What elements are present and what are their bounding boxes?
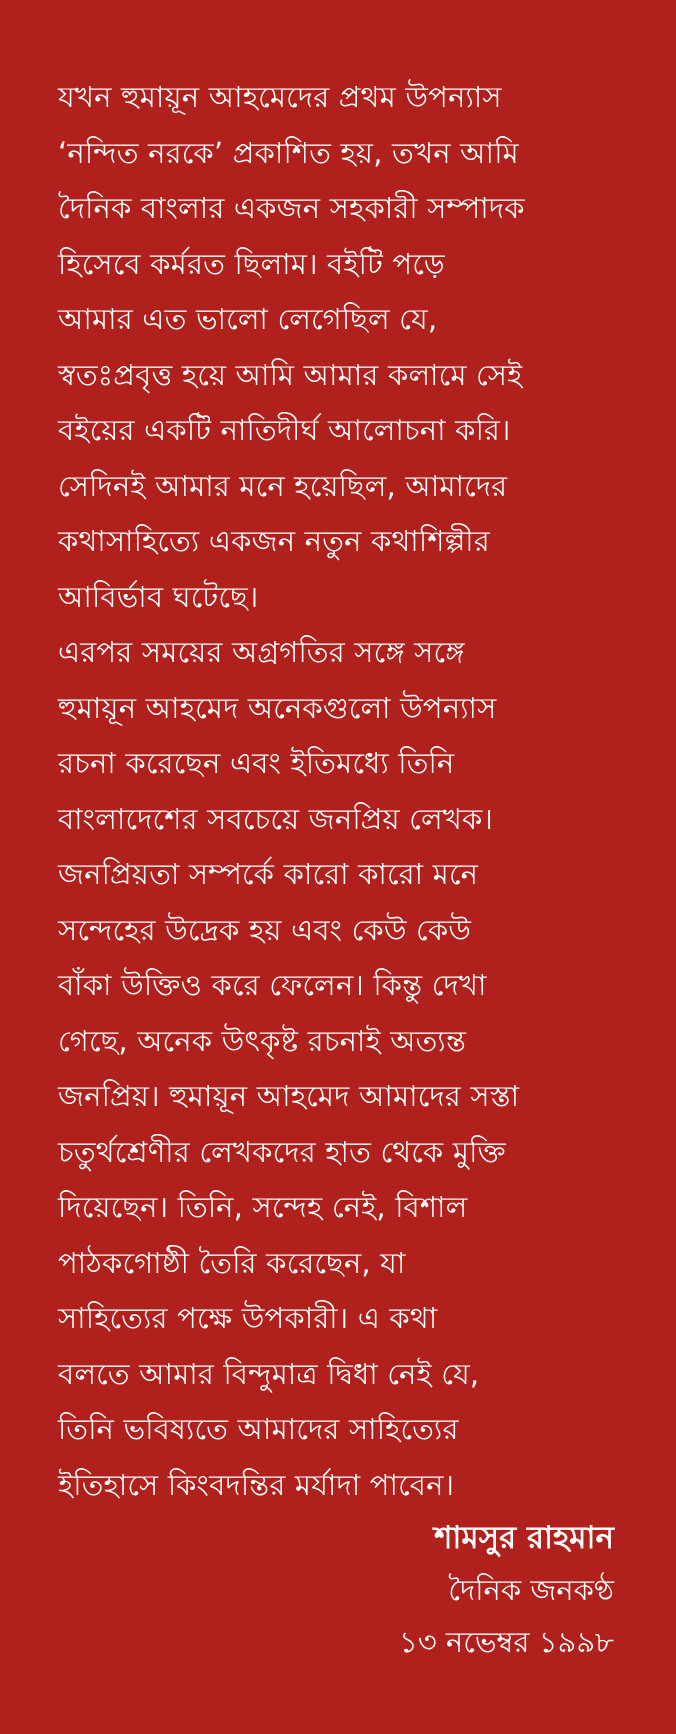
quote-line: রচনা করেছেন এবং ইতিমধ্যে তিনি [58,746,455,780]
quote-line: সন্দেহের উদ্রেক হয় এবং কেউ কেউ [58,912,472,947]
quote-line: বাঁকা উক্তিও করে ফেলেন। কিন্তু দেখা [58,968,487,1002]
quote-line: আমার এত ভালো লেগেছিল যে, [58,302,438,336]
quote-line: যখন হুমায়ূন আহমেদের প্রথম উপন্যাস [58,80,502,114]
quote-line: স্বতঃপ্রবৃত্ত হয়ে আমি আমার কলামে সেই [58,357,523,392]
quote-line: এরপর সময়ের অগ্রগতির সঙ্গে সঙ্গে [58,635,465,669]
quote-line: তিনি ভবিষ্যতে আমাদের সাহিত্যের [58,1412,459,1446]
quote-line: বইয়ের একটি নাতিদীর্ঘ আলোচনা করি। [58,413,511,447]
quote-line: পাঠকগোষ্ঠী তৈরি করেছেন, যা [58,1245,406,1280]
quote-line: চতুর্থশ্রেণীর লেখকদের হাত থেকে মুক্তি [58,1134,506,1169]
quote-line: বলতে আমার বিন্দুমাত্র দ্বিধা নেই যে, [58,1356,480,1391]
author-name: শামসুর রাহমান [434,1520,614,1556]
quote-line: জনপ্রিয়তা সম্পর্কে কারো কারো মনে [58,857,479,891]
quote-line: দৈনিক বাংলার একজন সহকারী সম্পাদক [58,191,525,225]
quote-line: গেছে, অনেক উৎকৃষ্ট রচনাই অত্যন্ত [58,1023,467,1058]
publication-date: ১৩ নভেম্বর ১৯৯৮ [399,1625,614,1659]
quote-line: ‘নন্দিত নরকে’ প্রকাশিত হয়, তখন আমি [58,135,519,170]
quote-line: জনপ্রিয়। হুমায়ূন আহমেদ আমাদের সস্তা [58,1079,520,1113]
quote-line: সাহিত্যের পক্ষে উপকারী। এ কথা [58,1301,438,1335]
quote-line: দিয়েছেন। তিনি, সন্দেহ নেই, বিশাল [58,1190,468,1224]
quote-line: সেদিনই আমার মনে হয়েছিল, আমাদের [58,468,508,503]
quote-line: কথাসাহিত্যে একজন নতুন কথাশিল্পীর [58,524,490,558]
attribution [399,1512,614,1668]
quote-line: ইতিহাসে কিংবদন্তির মর্যাদা পাবেন। [58,1467,455,1502]
quote-text [58,70,638,1513]
quote-line: হুমায়ূন আহমেদ অনেকগুলো উপন্যাস [58,690,497,725]
quote-line: হিসেবে কর্মরত ছিলাম। বইটি পড়ে [58,246,445,281]
quote-line: আবির্ভাব ঘটেছে। [58,579,259,614]
quote-line: বাংলাদেশের সবচেয়ে জনপ্রিয় লেখক। [58,801,494,836]
source-publication: দৈনিক জনকণ্ঠ [448,1573,614,1607]
